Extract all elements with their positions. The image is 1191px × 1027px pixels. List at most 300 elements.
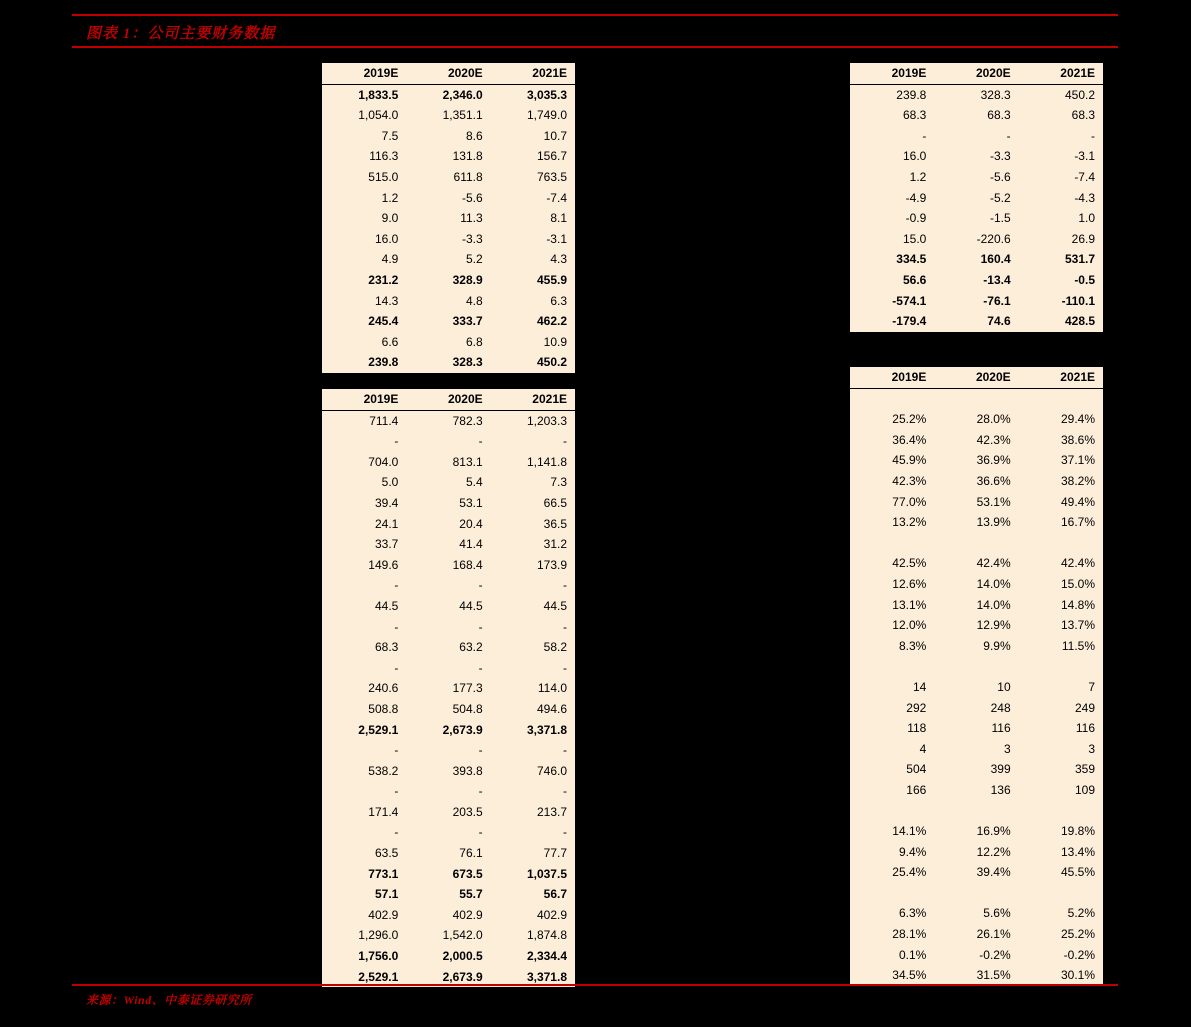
income-statement-table (322, 62, 575, 374)
table-cell: 11.3 (460, 211, 483, 226)
table-cell: 42.5% (892, 556, 927, 571)
table-row (850, 903, 1103, 924)
table-cell: -0.9 (905, 211, 927, 226)
table-row (850, 311, 1103, 332)
table-cell: 399 (990, 762, 1011, 777)
financial-ratios-table (850, 366, 1103, 987)
table-row (322, 472, 575, 493)
table-row (850, 126, 1103, 147)
table-cell: 6.8 (465, 334, 483, 349)
table-cell: -4.9 (905, 190, 927, 205)
table-row (322, 270, 575, 291)
table-row (850, 388, 1103, 409)
table-cell: 292 (906, 700, 927, 715)
table-cell (934, 800, 1018, 821)
table-cell: 673.5 (452, 866, 483, 881)
column-header: 2020E (934, 63, 1018, 84)
table-header-row (850, 367, 1103, 388)
table-cell: 3 (1088, 741, 1095, 756)
balance-sheet-table (322, 388, 575, 988)
table-cell: 2,673.9 (442, 969, 483, 984)
table-row (850, 270, 1103, 291)
table-row (322, 637, 575, 658)
table-cell: 402.9 (368, 907, 399, 922)
table-cell: 1,874.8 (526, 928, 567, 943)
table-row (322, 946, 575, 967)
financial-ratios-body (850, 367, 1103, 986)
table-cell: 68.3 (374, 640, 399, 655)
table-cell: 15.0 (902, 231, 927, 246)
table-cell: 249 (1074, 700, 1095, 715)
table-cell: 5.2% (1067, 906, 1095, 921)
table-row (322, 431, 575, 452)
table-cell: -220.6 (976, 231, 1011, 246)
table-cell: 462.2 (536, 314, 567, 329)
table-cell: -76.1 (983, 293, 1011, 308)
table-cell: 166 (906, 782, 927, 797)
table-cell: 12.9% (976, 618, 1011, 633)
table-cell: 7.3 (550, 475, 567, 490)
table-cell: 15.0% (1060, 576, 1095, 591)
table-cell: -0.5 (1074, 272, 1095, 287)
table-cell: 177.3 (452, 681, 483, 696)
table-row (322, 105, 575, 126)
table-row (322, 452, 575, 473)
table-cell: 1,054.0 (358, 108, 399, 123)
table-cell: 28.0% (976, 412, 1011, 427)
table-cell: 37.1% (1060, 453, 1095, 468)
table-cell: 2,346.0 (442, 87, 483, 102)
table-cell (1019, 533, 1103, 554)
table-cell: 76.1 (459, 846, 483, 861)
table-cell: 14.1% (892, 824, 927, 839)
table-cell: - (563, 578, 567, 593)
table-cell: 16.0 (902, 149, 927, 164)
table-cell: 63.5 (374, 846, 399, 861)
table-cell: 508.8 (368, 701, 399, 716)
table-row (850, 430, 1103, 451)
table-row (850, 759, 1103, 780)
table-row (850, 718, 1103, 739)
table-cell: -4.3 (1074, 190, 1095, 205)
table-cell: 8.6 (465, 128, 483, 143)
table-cell: 45.5% (1060, 865, 1095, 880)
table-cell: 763.5 (536, 169, 567, 184)
table-cell: 2,529.1 (358, 969, 399, 984)
table-cell: 2,334.4 (526, 949, 567, 964)
table-cell: 402.9 (452, 907, 483, 922)
table-row (322, 291, 575, 312)
table-cell: 16.7% (1060, 515, 1095, 530)
table-cell: 116 (991, 721, 1011, 736)
table-row (322, 514, 575, 535)
table-cell: 515.0 (368, 169, 399, 184)
table-cell (934, 883, 1018, 904)
table-cell: 68.3 (1071, 108, 1095, 123)
table-cell: 1,203.3 (526, 413, 567, 428)
table-cell: 6.3% (898, 906, 927, 921)
table-cell: - (394, 784, 399, 799)
table-cell: 5.4 (465, 475, 483, 490)
table-row (850, 208, 1103, 229)
column-header: 2021E (491, 63, 575, 84)
table-cell: 39.4% (976, 865, 1011, 880)
table-cell: 2,529.1 (358, 722, 399, 737)
table-cell: 42.3% (976, 432, 1011, 447)
table-row (850, 167, 1103, 188)
table-header-row (850, 63, 1103, 84)
table-cell: -3.1 (546, 231, 567, 246)
table-row (850, 471, 1103, 492)
table-row (850, 409, 1103, 430)
table-cell: 10.7 (543, 128, 567, 143)
table-cell: 24.1 (374, 516, 399, 531)
table-cell: 1.2 (909, 169, 927, 184)
table-cell: - (563, 825, 567, 840)
table-cell: -5.6 (989, 169, 1011, 184)
table-cell: 231.2 (368, 272, 399, 287)
table-row (850, 677, 1103, 698)
table-cell: - (394, 578, 399, 593)
table-row (850, 615, 1103, 636)
table-cell: 41.4 (459, 537, 483, 552)
table-row (322, 84, 575, 105)
table-row (850, 862, 1103, 883)
table-row (850, 842, 1103, 863)
table-cell: 45.9% (892, 453, 927, 468)
table-cell: 9.4% (898, 844, 927, 859)
table-row (322, 596, 575, 617)
table-row (322, 229, 575, 250)
table-cell: - (563, 660, 567, 675)
table-row (850, 595, 1103, 616)
table-cell: 428.5 (1064, 314, 1095, 329)
table-header-row (322, 63, 575, 84)
table-cell: 2,673.9 (442, 722, 483, 737)
table-cell: - (394, 434, 399, 449)
table-cell: 1,037.5 (526, 866, 567, 881)
table-cell: 14.3 (374, 293, 399, 308)
table-row (322, 575, 575, 596)
table-cell: 333.7 (452, 314, 483, 329)
table-cell: 160.4 (980, 252, 1011, 267)
table-row (322, 658, 575, 679)
table-row (850, 883, 1103, 904)
table-cell: 8.3% (898, 638, 927, 653)
table-row (322, 534, 575, 555)
table-cell: 44.5 (374, 598, 399, 613)
income-statement-body (322, 63, 575, 373)
table-cell: 36.9% (976, 453, 1011, 468)
cash-flow-table (850, 62, 1103, 333)
column-header: 2020E (406, 389, 490, 410)
table-row (322, 884, 575, 905)
table-cell: 68.3 (987, 108, 1011, 123)
table-cell: 25.2% (1060, 927, 1095, 942)
table-cell: 455.9 (536, 272, 567, 287)
table-cell: 328.9 (452, 272, 483, 287)
table-cell: 239.8 (368, 355, 399, 370)
column-header: 2019E (850, 367, 934, 388)
table-cell: - (1091, 128, 1095, 143)
table-row (850, 229, 1103, 250)
table-row (322, 208, 575, 229)
table-cell: 109 (1074, 782, 1095, 797)
table-cell: 2,000.5 (442, 949, 483, 964)
table-cell: 4.8 (465, 293, 483, 308)
source-note: 来源：Wind、中泰证券研究所 (86, 993, 252, 1007)
table-row (322, 843, 575, 864)
table-cell: - (478, 660, 483, 675)
table-cell: 16.0 (374, 231, 399, 246)
table-cell: 7 (1088, 679, 1095, 694)
table-cell: 156.7 (536, 149, 567, 164)
table-cell: 38.2% (1060, 473, 1095, 488)
table-cell: - (1006, 128, 1011, 143)
table-cell: 13.9% (976, 515, 1011, 530)
table-cell: 31.2 (543, 537, 567, 552)
table-cell: 213.7 (536, 804, 567, 819)
table-cell: 66.5 (543, 495, 567, 510)
table-cell: 240.6 (368, 681, 399, 696)
table-cell: - (478, 743, 483, 758)
table-cell: -110.1 (1061, 293, 1095, 308)
table-row (322, 740, 575, 761)
balance-sheet-body (322, 389, 575, 987)
table-cell: 203.5 (452, 804, 483, 819)
table-cell: -3.1 (1074, 149, 1095, 164)
table-cell: 4 (919, 741, 927, 756)
table-cell: - (394, 825, 399, 840)
table-cell: 14.0% (976, 597, 1011, 612)
table-cell: 149.6 (368, 557, 399, 572)
table-row (850, 533, 1103, 554)
table-cell: 245.4 (368, 314, 399, 329)
table-cell: 538.2 (368, 763, 399, 778)
table-row (850, 84, 1103, 105)
table-cell: -1.5 (989, 211, 1011, 226)
table-cell (1019, 883, 1103, 904)
table-cell: 393.8 (452, 763, 483, 778)
table-cell: 77.0% (892, 494, 927, 509)
table-row (322, 352, 575, 373)
table-cell: -7.4 (546, 190, 567, 205)
table-cell: 504.8 (452, 701, 483, 716)
table-cell: -0.2% (979, 947, 1011, 962)
table-cell: 328.3 (980, 87, 1011, 102)
table-cell: 58.2 (543, 640, 567, 655)
table-cell: - (394, 619, 399, 634)
table-cell: - (563, 784, 567, 799)
table-cell: 7.5 (381, 128, 399, 143)
column-header: 2020E (406, 63, 490, 84)
table-cell: 711.4 (369, 413, 399, 428)
table-row (850, 146, 1103, 167)
table-cell: 239.8 (896, 87, 927, 102)
table-cell: 36.6% (976, 473, 1011, 488)
table-cell: 136 (990, 782, 1011, 797)
table-cell: 42.3% (892, 473, 927, 488)
table-row (322, 617, 575, 638)
table-cell: 13.7% (1060, 618, 1095, 633)
table-row (322, 249, 575, 270)
table-row (850, 821, 1103, 842)
table-cell: 44.5 (543, 598, 567, 613)
table-cell: 1.2 (381, 190, 399, 205)
table-cell: 782.3 (452, 413, 483, 428)
table-cell (1019, 388, 1103, 409)
table-cell: -7.4 (1074, 169, 1095, 184)
table-cell: 9.9% (983, 638, 1011, 653)
table-cell: - (563, 434, 567, 449)
table-cell: 10 (997, 679, 1011, 694)
table-row (322, 678, 575, 699)
table-cell (934, 533, 1018, 554)
table-cell: 328.3 (452, 355, 483, 370)
table-cell: 12.6% (892, 576, 927, 591)
table-row (322, 332, 575, 353)
table-row (850, 780, 1103, 801)
table-cell: 14.0% (976, 576, 1011, 591)
table-cell: 49.4% (1060, 494, 1095, 509)
table-cell: 36.4% (892, 432, 927, 447)
table-cell: 450.2 (1064, 87, 1095, 102)
table-cell: 1,542.0 (442, 928, 483, 943)
table-cell: 402.9 (536, 907, 567, 922)
table-cell: 116 (1075, 721, 1095, 736)
table-row (322, 781, 575, 802)
column-header: 2019E (850, 63, 934, 84)
table-cell: -179.4 (892, 314, 927, 329)
table-cell: 116.3 (369, 149, 399, 164)
table-cell: 57.1 (374, 887, 399, 902)
table-row (850, 698, 1103, 719)
column-header: 2021E (1019, 63, 1103, 84)
table-cell: 1,749.0 (526, 108, 567, 123)
table-cell: 248 (990, 700, 1011, 715)
table-cell: 42.4% (1060, 556, 1095, 571)
table-cell: 44.5 (459, 598, 483, 613)
table-cell: 26.1% (976, 927, 1011, 942)
table-cell: 1,296.0 (358, 928, 399, 943)
column-header: 2019E (322, 63, 406, 84)
table-row (850, 188, 1103, 209)
table-cell: 14.8% (1060, 597, 1095, 612)
table-cell (1019, 656, 1103, 677)
table-row (322, 146, 575, 167)
table-row (850, 291, 1103, 312)
table-cell: 3,035.3 (526, 87, 567, 102)
table-cell: 39.4 (374, 495, 399, 510)
table-row (850, 105, 1103, 126)
table-cell: 16.9% (976, 824, 1011, 839)
table-cell: -13.4 (983, 272, 1011, 287)
table-row (850, 249, 1103, 270)
table-cell: 14 (912, 679, 927, 694)
table-row (850, 574, 1103, 595)
table-cell: 1.0 (1078, 211, 1095, 226)
table-cell: 13.4% (1060, 844, 1095, 859)
table-row (322, 925, 575, 946)
table-cell: -3.3 (989, 149, 1011, 164)
table-cell: 173.9 (536, 557, 567, 572)
header-top-rule (72, 14, 1118, 16)
table-cell (850, 883, 934, 904)
table-cell: 31.5% (976, 968, 1011, 983)
table-cell: 19.8% (1060, 824, 1095, 839)
table-row (850, 800, 1103, 821)
table-cell: - (394, 743, 399, 758)
table-row (850, 945, 1103, 966)
table-cell: 531.7 (1064, 252, 1095, 267)
table-cell: 118 (907, 721, 927, 736)
table-cell: 8.1 (550, 211, 567, 226)
table-row (850, 553, 1103, 574)
table-row (322, 761, 575, 782)
table-cell: - (563, 743, 567, 758)
table-cell: 5.0 (381, 475, 399, 490)
table-cell: 53.1% (976, 494, 1011, 509)
income-statement-grid (322, 63, 575, 373)
table-cell (934, 388, 1018, 409)
table-cell: 68.3 (902, 108, 927, 123)
table-cell: 11.5% (1061, 638, 1095, 653)
column-header: 2021E (491, 389, 575, 410)
table-row (322, 802, 575, 823)
table-row (850, 450, 1103, 471)
table-cell: 171.4 (368, 804, 399, 819)
table-row (850, 924, 1103, 945)
table-cell (850, 388, 934, 409)
table-cell: -3.3 (461, 231, 483, 246)
table-cell: 25.4% (892, 865, 927, 880)
table-row (850, 965, 1103, 986)
table-header-row (322, 389, 575, 410)
table-cell: 1,756.0 (358, 949, 399, 964)
table-cell: 38.6% (1060, 432, 1095, 447)
table-row (850, 512, 1103, 533)
balance-sheet-grid (322, 389, 575, 987)
column-header: 2019E (322, 389, 406, 410)
table-row (322, 699, 575, 720)
table-row (322, 864, 575, 885)
table-cell (850, 800, 934, 821)
table-row (322, 822, 575, 843)
table-cell: - (922, 128, 927, 143)
table-cell: 168.4 (452, 557, 483, 572)
table-cell: 5.2 (465, 252, 483, 267)
table-cell: - (563, 619, 567, 634)
table-cell: 131.8 (452, 149, 483, 164)
table-cell: 13.2% (892, 515, 927, 530)
table-row (322, 410, 575, 431)
table-cell: 28.1% (892, 927, 927, 942)
table-cell: 56.6 (902, 272, 927, 287)
table-row (850, 656, 1103, 677)
table-cell: - (394, 660, 399, 675)
table-cell: -5.2 (989, 190, 1011, 205)
table-row (850, 636, 1103, 657)
table-cell: 611.8 (453, 169, 483, 184)
table-cell: 20.4 (459, 516, 483, 531)
table-cell (850, 533, 934, 554)
table-row (850, 492, 1103, 513)
table-cell: 450.2 (536, 355, 567, 370)
footer-rule (72, 984, 1118, 986)
table-cell: 25.2% (892, 412, 927, 427)
table-cell: 114.0 (537, 681, 567, 696)
table-cell: 9.0 (381, 211, 399, 226)
